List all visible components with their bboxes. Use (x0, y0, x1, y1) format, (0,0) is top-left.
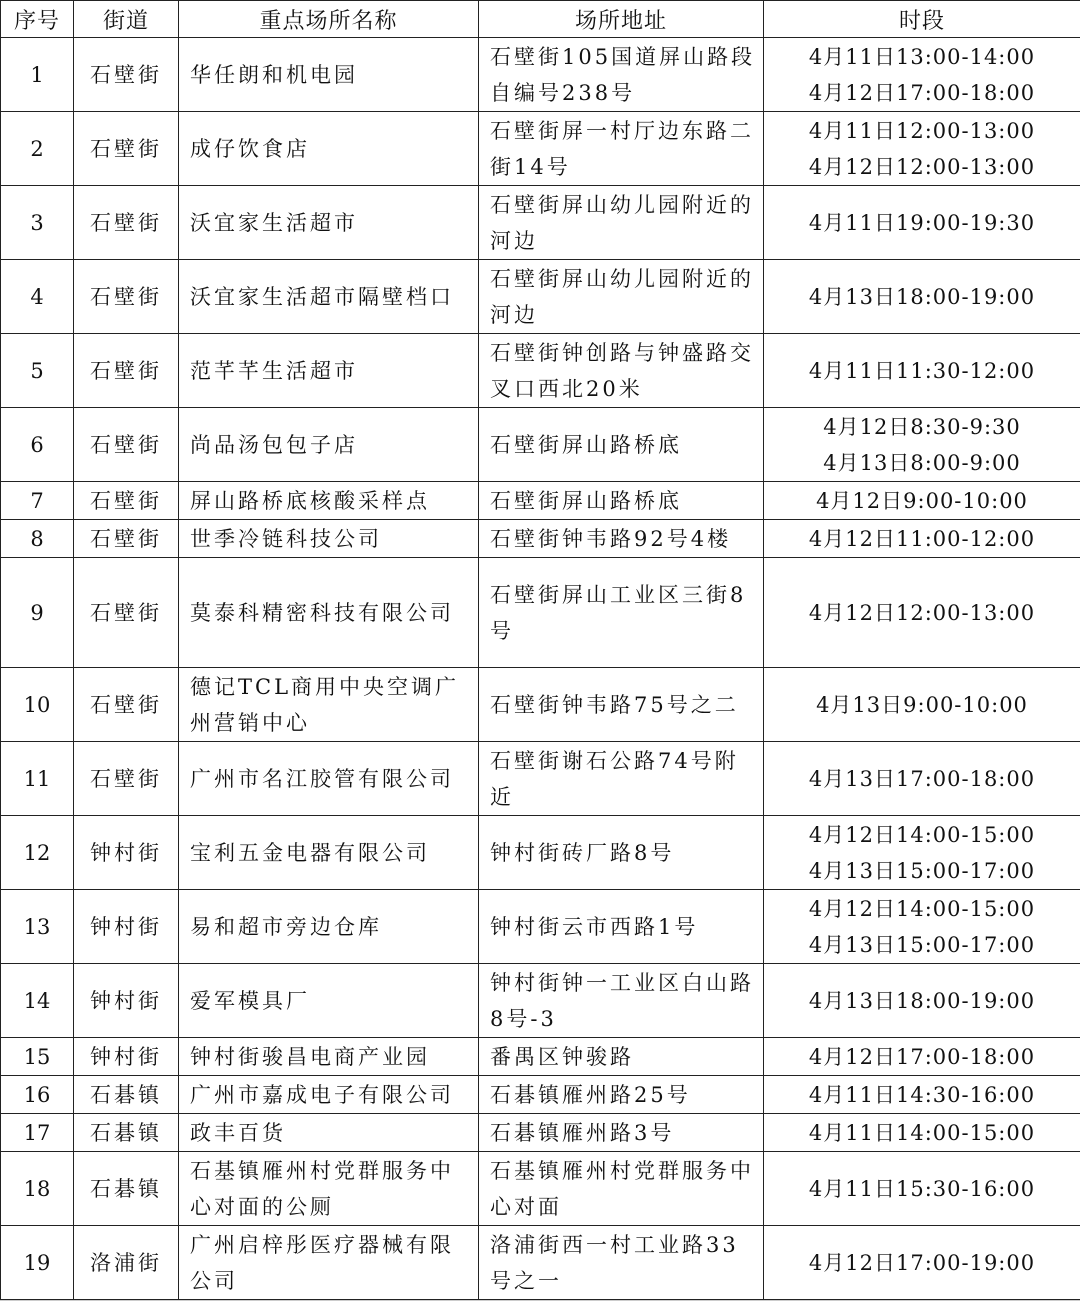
row-street: 钟村街 (74, 816, 179, 890)
row-time-slots (764, 558, 1080, 668)
time-slot: 4月11日14:00-15:00 (808, 1120, 1036, 1145)
time-slot: 4月12日11:00-12:00 (808, 526, 1036, 551)
table-row (1, 964, 1080, 1038)
row-place-name: 屏山路桥底核酸采样点 (179, 482, 479, 520)
time-slot: 4月12日12:00-13:00 (808, 600, 1036, 625)
time-slot: 4月13日17:00-18:00 (808, 766, 1036, 791)
row-place-name: 钟村街骏昌电商产业园 (179, 1038, 479, 1076)
row-place-name: 成仔饮食店 (179, 112, 479, 186)
table-row (1, 742, 1080, 816)
time-slot: 4月12日17:00-18:00 (808, 1044, 1036, 1069)
table-row (1, 186, 1080, 260)
row-seq: 4 (1, 260, 74, 334)
time-slot: 4月11日14:30-16:00 (808, 1082, 1036, 1107)
time-slot: 4月12日17:00-19:00 (808, 1250, 1036, 1275)
row-street: 钟村街 (74, 964, 179, 1038)
row-seq: 6 (1, 408, 74, 482)
table-row (1, 1076, 1080, 1114)
row-seq: 13 (1, 890, 74, 964)
table-row (1, 408, 1080, 482)
time-slot: 4月13日18:00-19:00 (808, 284, 1036, 309)
table-row (1, 260, 1080, 334)
row-time-slots (764, 1076, 1080, 1114)
row-time-slots (764, 1038, 1080, 1076)
row-place-name: 广州启梓彤医疗器械有限公司 (179, 1226, 479, 1300)
row-time-slots (764, 890, 1080, 964)
table-row (1, 482, 1080, 520)
row-time-slots (764, 1226, 1080, 1300)
table-row (1, 1226, 1080, 1300)
header-street: 街道 (74, 1, 179, 38)
time-slot: 4月13日9:00-10:00 (816, 692, 1028, 717)
row-street: 石壁街 (74, 520, 179, 558)
row-seq: 15 (1, 1038, 74, 1076)
time-slot: 4月11日11:30-12:00 (808, 358, 1036, 383)
row-time-slots (764, 816, 1080, 890)
row-place-name: 宝利五金电器有限公司 (179, 816, 479, 890)
row-place-name: 政丰百货 (179, 1114, 479, 1152)
row-seq: 16 (1, 1076, 74, 1114)
row-address: 石壁街钟创路与钟盛路交叉口西北20米 (479, 334, 764, 408)
row-seq: 11 (1, 742, 74, 816)
table-row (1, 1038, 1080, 1076)
header-address: 场所地址 (479, 1, 764, 38)
row-address: 石壁街谢石公路74号附近 (479, 742, 764, 816)
header-name: 重点场所名称 (179, 1, 479, 38)
row-address: 钟村街钟一工业区白山路8号-3 (479, 964, 764, 1038)
row-seq: 5 (1, 334, 74, 408)
row-address: 石碁镇雁州路3号 (479, 1114, 764, 1152)
row-seq: 10 (1, 668, 74, 742)
time-slot: 4月11日15:30-16:00 (808, 1176, 1036, 1201)
row-seq: 12 (1, 816, 74, 890)
row-street: 石壁街 (74, 482, 179, 520)
row-place-name: 广州市名江胶管有限公司 (179, 742, 479, 816)
table-row (1, 890, 1080, 964)
row-address: 石基镇雁州村党群服务中心对面 (479, 1152, 764, 1226)
row-street: 石壁街 (74, 112, 179, 186)
row-seq: 8 (1, 520, 74, 558)
row-seq: 2 (1, 112, 74, 186)
time-slot: 4月13日8:00-9:00 (823, 450, 1021, 475)
row-place-name: 石基镇雁州村党群服务中心对面的公厕 (179, 1152, 479, 1226)
row-street: 石碁镇 (74, 1114, 179, 1152)
row-street: 石壁街 (74, 408, 179, 482)
table-row (1, 334, 1080, 408)
time-slot: 4月12日8:30-9:30 (823, 414, 1021, 439)
row-seq: 19 (1, 1226, 74, 1300)
row-address: 石壁街屏山幼儿园附近的河边 (479, 260, 764, 334)
row-address: 钟村街砖厂路8号 (479, 816, 764, 890)
table-row (1, 38, 1080, 112)
row-place-name: 沃宜家生活超市隔壁档口 (179, 260, 479, 334)
row-time-slots (764, 964, 1080, 1038)
time-slot: 4月13日15:00-17:00 (808, 932, 1036, 957)
table-row (1, 112, 1080, 186)
time-slot: 4月12日14:00-15:00 (808, 896, 1036, 921)
row-place-name: 尚品汤包包子店 (179, 408, 479, 482)
row-address: 洛浦街西一村工业路33号之一 (479, 1226, 764, 1300)
time-slot: 4月11日13:00-14:00 (808, 44, 1036, 69)
header-time: 时段 (764, 1, 1080, 38)
time-slot: 4月11日19:00-19:30 (808, 210, 1036, 235)
row-seq: 14 (1, 964, 74, 1038)
time-slot: 4月12日17:00-18:00 (808, 80, 1036, 105)
row-address: 石壁街屏山路桥底 (479, 482, 764, 520)
time-slot: 4月13日15:00-17:00 (808, 858, 1036, 883)
row-address: 石壁街钟韦路92号4楼 (479, 520, 764, 558)
row-seq: 9 (1, 558, 74, 668)
row-street: 石壁街 (74, 558, 179, 668)
row-address: 石壁街屏一村厅边东路二街14号 (479, 112, 764, 186)
row-address: 石壁街屏山工业区三街8号 (479, 558, 764, 668)
row-street: 石壁街 (74, 668, 179, 742)
row-seq: 17 (1, 1114, 74, 1152)
row-street: 钟村街 (74, 1038, 179, 1076)
row-time-slots (764, 482, 1080, 520)
row-time-slots (764, 186, 1080, 260)
row-place-name: 世季冷链科技公司 (179, 520, 479, 558)
table-row (1, 558, 1080, 668)
row-seq: 18 (1, 1152, 74, 1226)
row-address: 钟村街云市西路1号 (479, 890, 764, 964)
table-row (1, 816, 1080, 890)
table-body (1, 38, 1080, 1300)
row-time-slots (764, 260, 1080, 334)
row-time-slots (764, 520, 1080, 558)
row-street: 石壁街 (74, 334, 179, 408)
table-row (1, 1152, 1080, 1226)
row-address: 石壁街105国道屏山路段自编号238号 (479, 38, 764, 112)
row-time-slots (764, 112, 1080, 186)
row-place-name: 范芊芊生活超市 (179, 334, 479, 408)
row-address: 石壁街钟韦路75号之二 (479, 668, 764, 742)
row-street: 石壁街 (74, 260, 179, 334)
row-street: 钟村街 (74, 890, 179, 964)
row-address: 石壁街屏山路桥底 (479, 408, 764, 482)
table-row (1, 1114, 1080, 1152)
row-place-name: 莫泰科精密科技有限公司 (179, 558, 479, 668)
table-row (1, 668, 1080, 742)
row-seq: 3 (1, 186, 74, 260)
row-address: 石壁街屏山幼儿园附近的河边 (479, 186, 764, 260)
time-slot: 4月13日18:00-19:00 (808, 988, 1036, 1013)
row-place-name: 爱军模具厂 (179, 964, 479, 1038)
row-time-slots (764, 1152, 1080, 1226)
row-place-name: 易和超市旁边仓库 (179, 890, 479, 964)
row-place-name: 华任朗和机电园 (179, 38, 479, 112)
time-slot: 4月12日9:00-10:00 (816, 488, 1028, 513)
row-street: 石碁镇 (74, 1152, 179, 1226)
row-time-slots (764, 742, 1080, 816)
table-row (1, 520, 1080, 558)
page-bottom-divider (0, 1300, 1080, 1301)
row-street: 石碁镇 (74, 1076, 179, 1114)
row-address: 番禺区钟骏路 (479, 1038, 764, 1076)
row-time-slots (764, 668, 1080, 742)
row-street: 洛浦街 (74, 1226, 179, 1300)
header-seq: 序号 (1, 1, 74, 38)
row-address: 石碁镇雁州路25号 (479, 1076, 764, 1114)
row-time-slots (764, 38, 1080, 112)
row-place-name: 德记TCL商用中央空调广州营销中心 (179, 668, 479, 742)
row-street: 石壁街 (74, 186, 179, 260)
table-header-row (1, 1, 1080, 38)
row-time-slots (764, 408, 1080, 482)
row-street: 石壁街 (74, 38, 179, 112)
time-slot: 4月12日14:00-15:00 (808, 822, 1036, 847)
row-time-slots (764, 334, 1080, 408)
time-slot: 4月11日12:00-13:00 (808, 118, 1036, 143)
row-seq: 1 (1, 38, 74, 112)
row-place-name: 广州市嘉成电子有限公司 (179, 1076, 479, 1114)
row-place-name: 沃宜家生活超市 (179, 186, 479, 260)
row-street: 石壁街 (74, 742, 179, 816)
row-time-slots (764, 1114, 1080, 1152)
time-slot: 4月12日12:00-13:00 (808, 154, 1036, 179)
row-seq: 7 (1, 482, 74, 520)
